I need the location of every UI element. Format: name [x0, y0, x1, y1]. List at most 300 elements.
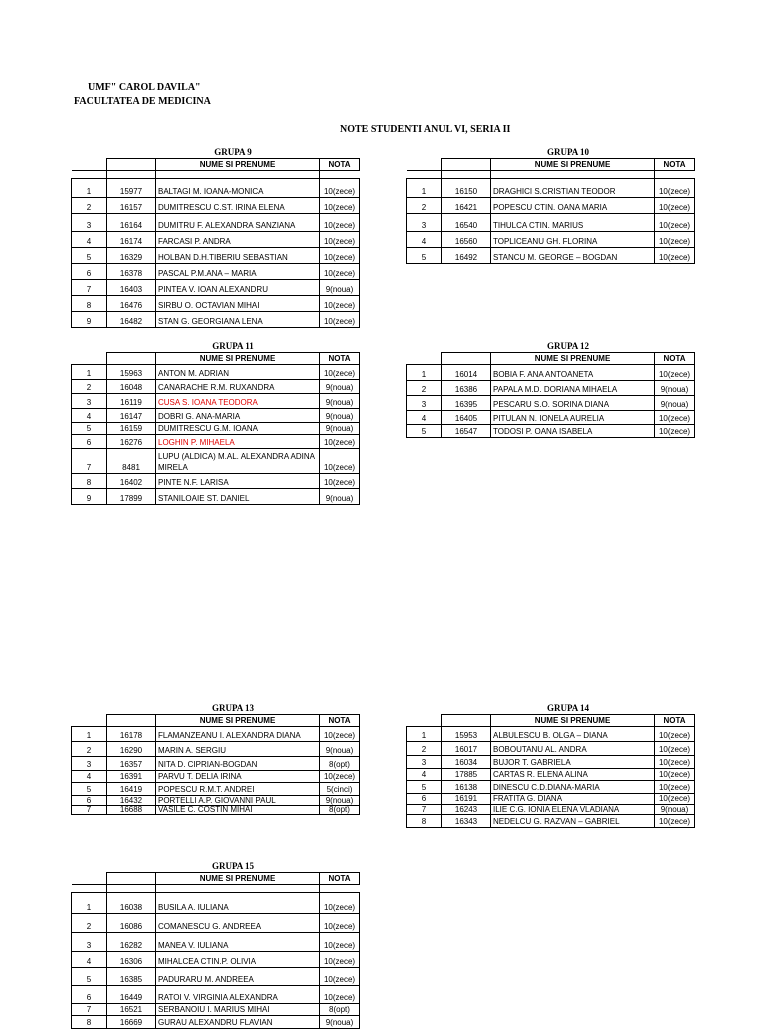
student-grade: 10(zece)	[655, 198, 695, 214]
row-number: 3	[72, 757, 107, 771]
table-row	[407, 396, 695, 411]
header-grade-column: NOTA	[320, 873, 360, 885]
student-grade: 9(noua)	[320, 1016, 360, 1029]
row-number: 1	[407, 727, 442, 742]
student-grade: 10(zece)	[320, 474, 360, 489]
student-name: STANILOAIE ST. DANIEL	[156, 489, 320, 505]
header-grade-column: NOTA	[320, 159, 360, 171]
table-row	[72, 264, 360, 280]
student-grade: 10(zece)	[655, 815, 695, 828]
group-13-table	[71, 703, 360, 815]
row-number: 5	[407, 781, 442, 794]
student-id: 16147	[107, 409, 156, 423]
spacer-cell	[156, 171, 320, 179]
table-header-row	[407, 715, 695, 727]
student-id: 15977	[107, 179, 156, 198]
student-name: HOLBAN D.H.TIBERIU SEBASTIAN	[156, 248, 320, 264]
spacer-cell	[320, 885, 360, 893]
student-name: PINTEA V. IOAN ALEXANDRU	[156, 280, 320, 296]
student-id: 15953	[442, 727, 491, 742]
header-blank-cell	[72, 873, 107, 885]
row-number: 6	[407, 794, 442, 805]
row-number: 1	[72, 179, 107, 198]
student-grade: 10(zece)	[320, 968, 360, 986]
row-number: 4	[72, 952, 107, 968]
group-title: GRUPA 9	[214, 147, 252, 157]
student-id: 16492	[442, 248, 491, 264]
student-id: 8481	[107, 449, 156, 474]
student-name: DOBRI G. ANA-MARIA	[156, 409, 320, 423]
table-row	[72, 952, 360, 968]
student-grade: 10(zece)	[320, 952, 360, 968]
row-number: 7	[407, 805, 442, 815]
student-grade: 10(zece)	[320, 312, 360, 328]
student-name: ANTON M. ADRIAN	[156, 365, 320, 380]
header-blank-cell	[442, 715, 491, 727]
header-name-column: NUME SI PRENUME	[156, 873, 320, 885]
group-12-table	[406, 341, 695, 438]
student-id: 16282	[107, 933, 156, 952]
row-number: 1	[72, 365, 107, 380]
row-number: 1	[72, 727, 107, 742]
spacer-cell	[320, 171, 360, 179]
group-15-table	[71, 861, 360, 1029]
student-grade: 10(zece)	[320, 214, 360, 232]
student-id: 16191	[442, 794, 491, 805]
student-id: 17885	[442, 769, 491, 781]
student-id: 16547	[442, 425, 491, 438]
student-grade: 9(noua)	[320, 394, 360, 409]
student-id: 16385	[107, 968, 156, 986]
table-row	[407, 805, 695, 815]
table-row	[407, 232, 695, 248]
header-blank-cell	[407, 353, 442, 365]
student-name: NITA D. CIPRIAN-BOGDAN	[156, 757, 320, 771]
row-number: 8	[72, 296, 107, 312]
spacer-cell	[72, 885, 107, 893]
spacer-cell	[442, 171, 491, 179]
grades-table	[406, 714, 695, 828]
group-title: GRUPA 11	[212, 341, 254, 351]
table-spacer-row	[72, 885, 360, 893]
student-name: DINESCU C.D.DIANA-MARIA	[491, 781, 655, 794]
student-grade: 10(zece)	[655, 232, 695, 248]
group-9-table	[71, 147, 360, 328]
student-name: PADURARU M. ANDREEA	[156, 968, 320, 986]
student-name: PARVU T. DELIA IRINA	[156, 771, 320, 783]
row-number: 3	[407, 396, 442, 411]
student-id: 16157	[107, 198, 156, 214]
student-id: 16119	[107, 394, 156, 409]
student-grade: 10(zece)	[320, 198, 360, 214]
student-grade: 9(noua)	[320, 280, 360, 296]
row-number: 2	[72, 742, 107, 757]
row-number: 3	[72, 933, 107, 952]
table-row	[72, 757, 360, 771]
student-grade: 10(zece)	[320, 232, 360, 248]
student-id: 16159	[107, 423, 156, 435]
student-grade: 10(zece)	[320, 986, 360, 1004]
student-grade: 9(noua)	[320, 423, 360, 435]
table-row	[72, 806, 360, 815]
student-id: 16669	[107, 1016, 156, 1029]
student-id: 16449	[107, 986, 156, 1004]
table-row	[407, 248, 695, 264]
student-grade: 10(zece)	[655, 248, 695, 264]
student-grade: 9(noua)	[320, 489, 360, 505]
table-row	[407, 727, 695, 742]
student-grade: 10(zece)	[320, 435, 360, 449]
student-grade: 10(zece)	[320, 914, 360, 933]
student-grade: 10(zece)	[655, 794, 695, 805]
student-name: RATOI V. VIRGINIA ALEXANDRA	[156, 986, 320, 1004]
header-name-column: NUME SI PRENUME	[491, 353, 655, 365]
student-name: MARIN A. SERGIU	[156, 742, 320, 757]
row-number: 5	[407, 248, 442, 264]
student-name: PORTELLI A.P. GIOVANNI PAUL	[156, 796, 320, 806]
student-name: DUMITRESCU C.ST. IRINA ELENA	[156, 198, 320, 214]
group-title: GRUPA 13	[211, 703, 255, 713]
student-grade: 9(noua)	[320, 409, 360, 423]
student-grade: 10(zece)	[320, 365, 360, 380]
table-row	[72, 914, 360, 933]
student-id: 16178	[107, 727, 156, 742]
table-row	[407, 411, 695, 425]
student-grade: 10(zece)	[655, 214, 695, 232]
row-number: 2	[407, 381, 442, 396]
table-row	[72, 933, 360, 952]
header-blank-cell	[442, 353, 491, 365]
student-name: BUSILA A. IULIANA	[156, 893, 320, 914]
student-id: 16419	[107, 783, 156, 796]
student-name: PITULAN N. IONELA AURELIA	[491, 411, 655, 425]
row-number: 6	[72, 264, 107, 280]
table-row	[72, 893, 360, 914]
student-id: 16482	[107, 312, 156, 328]
student-name: CUSA S. IOANA TEODORA	[156, 394, 320, 409]
student-grade: 10(zece)	[655, 425, 695, 438]
header-name-column: NUME SI PRENUME	[491, 159, 655, 171]
student-grade: 10(zece)	[320, 933, 360, 952]
table-row	[407, 769, 695, 781]
table-row	[407, 214, 695, 232]
row-number: 2	[72, 914, 107, 933]
table-row	[407, 781, 695, 794]
student-grade: 9(noua)	[320, 380, 360, 394]
header-name-column: NUME SI PRENUME	[156, 159, 320, 171]
table-row	[407, 198, 695, 214]
row-number: 4	[72, 409, 107, 423]
table-row	[72, 423, 360, 435]
table-row	[72, 986, 360, 1004]
student-id: 15963	[107, 365, 156, 380]
spacer-cell	[491, 171, 655, 179]
student-grade: 8(opt)	[320, 757, 360, 771]
student-id: 16174	[107, 232, 156, 248]
student-name: TIHULCA CTIN. MARIUS	[491, 214, 655, 232]
row-number: 1	[407, 365, 442, 381]
student-id: 16386	[442, 381, 491, 396]
student-id: 16403	[107, 280, 156, 296]
table-spacer-row	[407, 171, 695, 179]
student-id: 16357	[107, 757, 156, 771]
header-grade-column: NOTA	[320, 715, 360, 727]
table-row	[72, 198, 360, 214]
student-id: 16432	[107, 796, 156, 806]
table-header-row	[72, 159, 360, 171]
student-name: PASCAL P.M.ANA – MARIA	[156, 264, 320, 280]
group-title: GRUPA 15	[211, 861, 255, 871]
row-number: 7	[72, 280, 107, 296]
student-name: VASILE C. COSTIN MIHAI	[156, 806, 320, 815]
student-name: FARCASI P. ANDRA	[156, 232, 320, 248]
university-name: UMF" CAROL DAVILA"	[88, 82, 201, 93]
table-row	[72, 232, 360, 248]
table-row	[72, 179, 360, 198]
row-number: 1	[72, 893, 107, 914]
table-row	[72, 727, 360, 742]
row-number: 4	[407, 411, 442, 425]
student-id: 16017	[442, 742, 491, 756]
table-row	[72, 1004, 360, 1016]
spacer-cell	[107, 171, 156, 179]
student-grade: 9(noua)	[320, 742, 360, 757]
table-row	[407, 179, 695, 198]
student-id: 16306	[107, 952, 156, 968]
student-name: ILIE C.G. IONIA ELENA VLADIANA	[491, 805, 655, 815]
student-name: DUMITRU F. ALEXANDRA SANZIANA	[156, 214, 320, 232]
row-number: 5	[407, 425, 442, 438]
row-number: 2	[407, 742, 442, 756]
row-number: 6	[72, 986, 107, 1004]
header-blank-cell	[72, 715, 107, 727]
row-number: 4	[407, 769, 442, 781]
student-id: 16395	[442, 396, 491, 411]
row-number: 8	[407, 815, 442, 828]
student-id: 16405	[442, 411, 491, 425]
student-id: 16014	[442, 365, 491, 381]
row-number: 9	[72, 489, 107, 505]
table-row	[72, 783, 360, 796]
student-grade: 10(zece)	[655, 411, 695, 425]
student-id: 16164	[107, 214, 156, 232]
table-header-row	[72, 715, 360, 727]
header-blank-cell	[72, 159, 107, 171]
grades-table	[406, 158, 695, 264]
student-grade: 10(zece)	[655, 742, 695, 756]
student-id: 16688	[107, 806, 156, 815]
group-14-table	[406, 703, 695, 828]
student-name: SERBANOIU I. MARIUS MIHAI	[156, 1004, 320, 1016]
student-name: PINTE N.F. LARISA	[156, 474, 320, 489]
table-row	[72, 365, 360, 380]
table-row	[72, 449, 360, 474]
student-name: MIHALCEA CTIN.P. OLIVIA	[156, 952, 320, 968]
table-header-row	[407, 353, 695, 365]
student-name: CARTAS R. ELENA ALINA	[491, 769, 655, 781]
row-number: 8	[72, 1016, 107, 1029]
student-name: SIRBU O. OCTAVIAN MIHAI	[156, 296, 320, 312]
student-id: 16421	[442, 198, 491, 214]
row-number: 4	[407, 232, 442, 248]
table-row	[72, 296, 360, 312]
table-row	[72, 489, 360, 505]
student-name: PESCARU S.O. SORINA DIANA	[491, 396, 655, 411]
student-id: 16150	[442, 179, 491, 198]
student-id: 16276	[107, 435, 156, 449]
row-number: 3	[72, 214, 107, 232]
student-name: POPESCU R.M.T. ANDREI	[156, 783, 320, 796]
row-number: 6	[72, 435, 107, 449]
grades-table	[71, 872, 360, 1029]
student-grade: 10(zece)	[655, 179, 695, 198]
student-name: BOBIA F. ANA ANTOANETA	[491, 365, 655, 381]
student-id: 16476	[107, 296, 156, 312]
student-id: 16034	[442, 756, 491, 769]
header-name-column: NUME SI PRENUME	[156, 715, 320, 727]
row-number: 4	[72, 232, 107, 248]
grades-table	[406, 352, 695, 438]
row-number: 6	[72, 796, 107, 806]
group-title: GRUPA 10	[546, 147, 590, 157]
row-number: 3	[407, 756, 442, 769]
table-row	[72, 248, 360, 264]
student-name: STANCU M. GEORGE – BOGDAN	[491, 248, 655, 264]
spacer-cell	[107, 885, 156, 893]
student-grade: 8(opt)	[320, 1004, 360, 1016]
row-number: 3	[407, 214, 442, 232]
table-row	[407, 381, 695, 396]
student-grade: 8(opt)	[320, 806, 360, 815]
spacer-cell	[407, 171, 442, 179]
group-10-table	[406, 147, 695, 264]
table-row	[72, 1016, 360, 1029]
document-title: NOTE STUDENTI ANUL VI, SERIA II	[340, 124, 511, 135]
group-title: GRUPA 12	[546, 341, 590, 351]
student-grade: 9(noua)	[655, 381, 695, 396]
header-grade-column: NOTA	[655, 715, 695, 727]
student-name: ALBULESCU B. OLGA – DIANA	[491, 727, 655, 742]
row-number: 4	[72, 771, 107, 783]
student-grade: 10(zece)	[655, 365, 695, 381]
student-grade: 10(zece)	[655, 756, 695, 769]
table-row	[72, 968, 360, 986]
student-id: 16243	[442, 805, 491, 815]
student-id: 16086	[107, 914, 156, 933]
header-blank-cell	[72, 353, 107, 365]
student-grade: 10(zece)	[655, 769, 695, 781]
table-row	[407, 365, 695, 381]
row-number: 2	[407, 198, 442, 214]
header-grade-column: NOTA	[320, 353, 360, 365]
student-grade: 10(zece)	[655, 727, 695, 742]
student-name: DRAGHICI S.CRISTIAN TEODOR	[491, 179, 655, 198]
student-grade: 5(cinci)	[320, 783, 360, 796]
header-name-column: NUME SI PRENUME	[156, 353, 320, 365]
student-name: LUPU (ALDICA) M.AL. ALEXANDRA ADINA MIRELA	[156, 449, 320, 474]
student-grade: 9(noua)	[655, 805, 695, 815]
row-number: 5	[72, 248, 107, 264]
table-row	[407, 742, 695, 756]
student-id: 17899	[107, 489, 156, 505]
table-row	[72, 214, 360, 232]
student-name: FLAMANZEANU I. ALEXANDRA DIANA	[156, 727, 320, 742]
student-grade: 9(noua)	[655, 396, 695, 411]
row-number: 9	[72, 312, 107, 328]
header-blank-cell	[407, 159, 442, 171]
spacer-cell	[655, 171, 695, 179]
row-number: 7	[72, 449, 107, 474]
row-number: 5	[72, 783, 107, 796]
student-id: 16391	[107, 771, 156, 783]
table-row	[72, 409, 360, 423]
student-name: LOGHIN P. MIHAELA	[156, 435, 320, 449]
student-name: POPESCU CTIN. OANA MARIA	[491, 198, 655, 214]
row-number: 7	[72, 806, 107, 815]
table-header-row	[407, 159, 695, 171]
header-blank-cell	[442, 159, 491, 171]
header-blank-cell	[107, 159, 156, 171]
row-number: 5	[72, 968, 107, 986]
table-row	[72, 796, 360, 806]
table-row	[72, 394, 360, 409]
student-name: FRATITA G. DIANA	[491, 794, 655, 805]
faculty-name: FACULTATEA DE MEDICINA	[74, 96, 211, 107]
grades-table	[71, 158, 360, 328]
table-row	[72, 312, 360, 328]
student-id: 16343	[442, 815, 491, 828]
table-row	[72, 380, 360, 394]
row-number: 7	[72, 1004, 107, 1016]
student-grade: 10(zece)	[320, 727, 360, 742]
student-id: 16560	[442, 232, 491, 248]
student-id: 16048	[107, 380, 156, 394]
student-name: PAPALA M.D. DORIANA MIHAELA	[491, 381, 655, 396]
header-grade-column: NOTA	[655, 353, 695, 365]
student-name: STAN G. GEORGIANA LENA	[156, 312, 320, 328]
student-name: TODOSI P. OANA ISABELA	[491, 425, 655, 438]
table-row	[72, 771, 360, 783]
table-header-row	[72, 353, 360, 365]
table-row	[407, 425, 695, 438]
row-number: 2	[72, 198, 107, 214]
row-number: 3	[72, 394, 107, 409]
table-row	[72, 474, 360, 489]
student-grade: 10(zece)	[320, 179, 360, 198]
student-name: CANARACHE R.M. RUXANDRA	[156, 380, 320, 394]
header-blank-cell	[107, 715, 156, 727]
table-spacer-row	[72, 171, 360, 179]
table-row	[72, 280, 360, 296]
student-name: TOPLICEANU GH. FLORINA	[491, 232, 655, 248]
student-id: 16540	[442, 214, 491, 232]
header-blank-cell	[107, 873, 156, 885]
group-11-table	[71, 341, 360, 505]
header-name-column: NUME SI PRENUME	[491, 715, 655, 727]
student-grade: 10(zece)	[320, 893, 360, 914]
student-id: 16521	[107, 1004, 156, 1016]
student-grade: 9(noua)	[320, 796, 360, 806]
student-name: BOBOUTANU AL. ANDRA	[491, 742, 655, 756]
student-name: NEDELCU G. RAZVAN – GABRIEL	[491, 815, 655, 828]
table-row	[72, 742, 360, 757]
student-name: BALTAGI M. IOANA-MONICA	[156, 179, 320, 198]
student-name: GURAU ALEXANDRU FLAVIAN	[156, 1016, 320, 1029]
student-name: BUJOR T. GABRIELA	[491, 756, 655, 769]
table-row	[72, 435, 360, 449]
table-row	[407, 815, 695, 828]
table-row	[407, 794, 695, 805]
